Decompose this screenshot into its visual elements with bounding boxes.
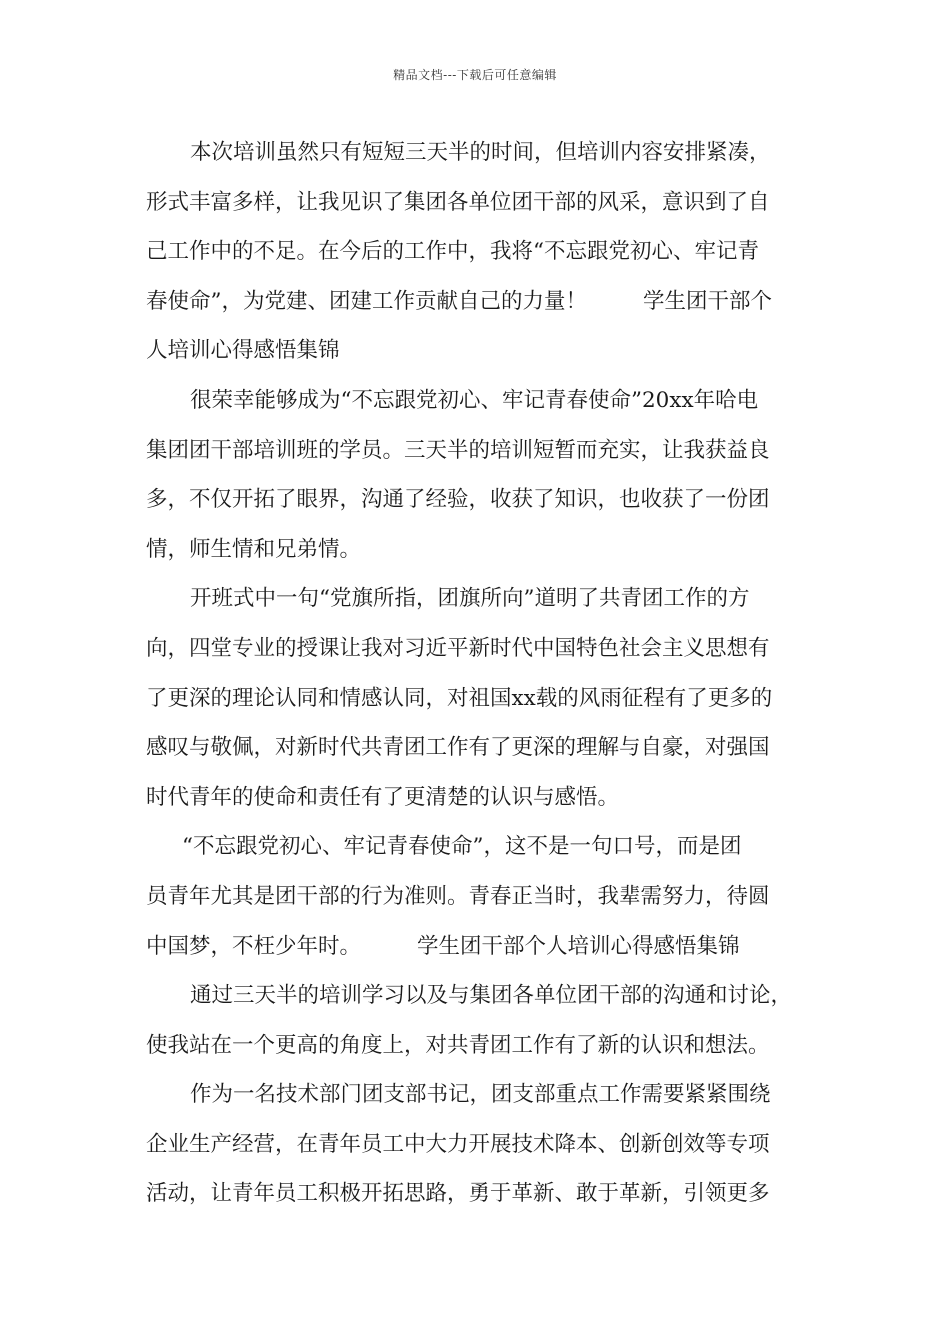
text-line: 企业生产经营，在青年员工中大力开展技术降本、创新创效等专项 — [146, 1131, 770, 1157]
text-line: 感叹与敬佩，对新时代共青团工作有了更深的理解与自豪，对强国 — [146, 735, 770, 761]
text-line: 了更深的理论认同和情感认同，对祖国xx载的风雨征程有了更多的 — [146, 685, 773, 711]
text-line: 形式丰富多样，让我见识了集团各单位团干部的风采，意识到了自 — [146, 189, 770, 215]
text-line: 人培训心得感悟集锦 — [146, 338, 340, 364]
text-line: 开班式中一句“党旗所指，团旗所向”道明了共青团工作的方 — [190, 586, 750, 612]
page-header: 精品文档---下载后可任意编辑 — [393, 68, 557, 82]
text-line: 使我站在一个更高的角度上，对共青团工作有了新的认识和想法。 — [146, 1032, 770, 1058]
text-line: 活动，让青年员工积极开拓思路，勇于革新、敢于革新，引领更多 — [146, 1181, 770, 1207]
text-line: 情，师生情和兄弟情。 — [146, 536, 362, 562]
text-line — [146, 277, 814, 327]
text-line — [146, 922, 814, 972]
text-line: 本次培训虽然只有短短三天半的时间，但培训内容安排紧凑， — [190, 140, 771, 165]
text-line: 多，不仅开拓了眼界，沟通了经验，收获了知识，也收获了一份团 — [146, 487, 770, 513]
text-line: 很荣幸能够成为“不忘跟党初心、牢记青春使命”20xx年哈电 — [190, 387, 759, 413]
document-body — [146, 128, 814, 1219]
text-line: 员青年尤其是团干部的行为准则。青春正当时，我辈需努力，待圆 — [146, 883, 770, 909]
text-line: 通过三天半的培训学习以及与集团各单位团干部的沟通和讨论， — [190, 983, 793, 1009]
text-line: 作为一名技术部门团支部书记，团支部重点工作需要紧紧围绕 — [190, 1082, 771, 1108]
inline-heading: 学生团干部个人培训心得感悟集锦 — [417, 933, 740, 959]
text-segment: 中国梦，不枉少年时。 — [146, 933, 362, 959]
text-line: 己工作中的不足。在今后的工作中，我将“不忘跟党初心、牢记青 — [146, 239, 759, 265]
text-line: 集团团干部培训班的学员。三天半的培训短暂而充实，让我获益良 — [146, 437, 770, 463]
inline-heading: 学生团干部个 — [643, 288, 773, 314]
text-line: “不忘跟党初心、牢记青春使命”，这不是一句口号，而是团 — [182, 834, 742, 860]
text-line: 时代青年的使命和责任有了更清楚的认识与感悟。 — [146, 784, 620, 810]
text-line: 向，四堂专业的授课让我对习近平新时代中国特色社会主义思想有 — [146, 635, 770, 661]
text-segment: 春使命”，为党建、团建工作贡献自己的力量！ — [146, 288, 587, 314]
